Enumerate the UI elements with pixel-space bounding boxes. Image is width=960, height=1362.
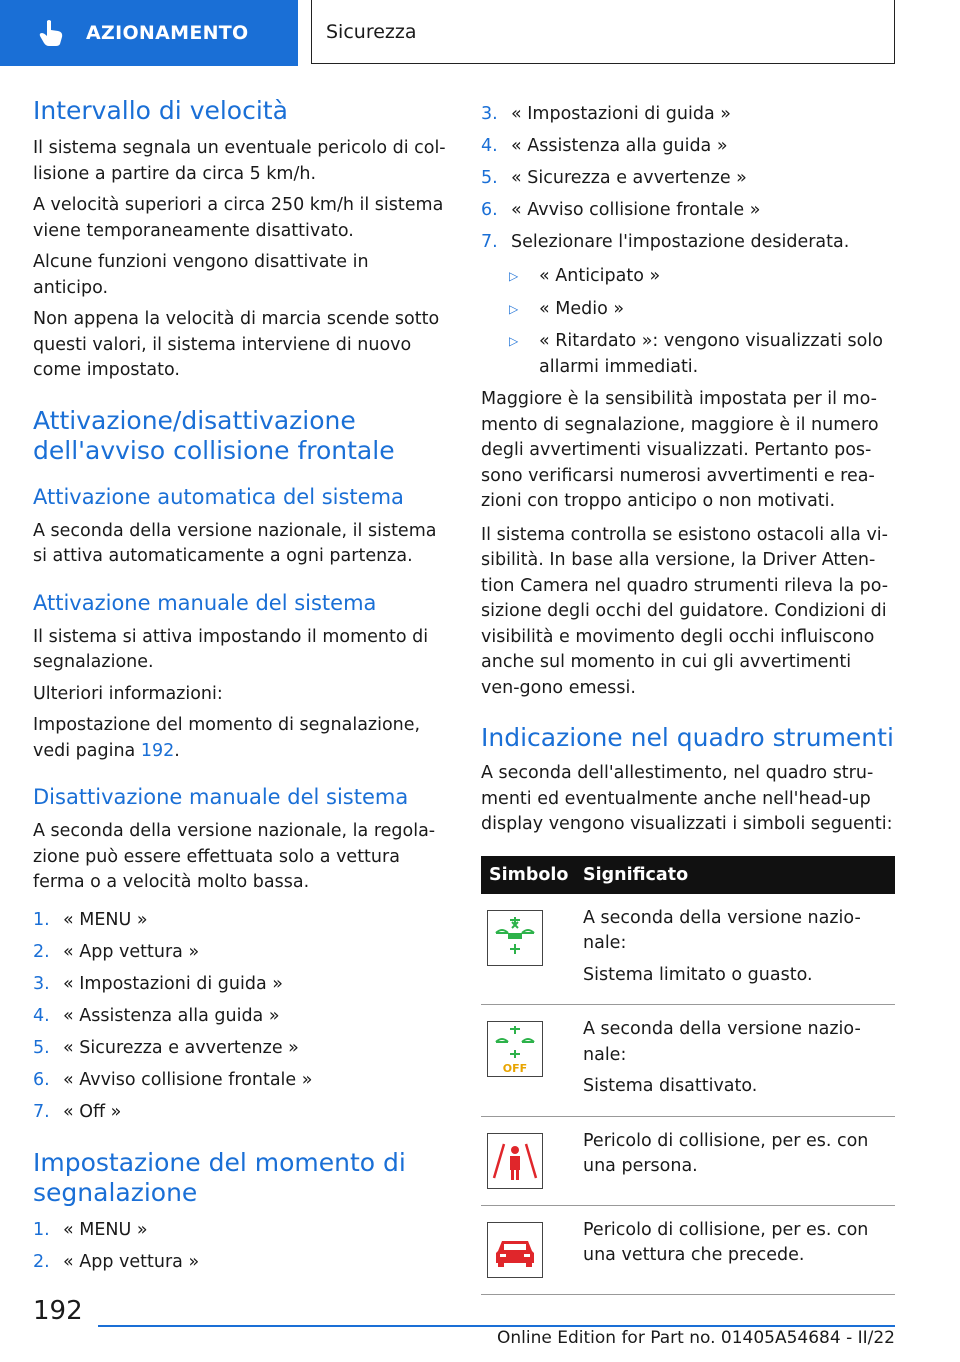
meaning-text: Sistema disattivato.: [583, 1076, 758, 1096]
symbol-table: [481, 856, 895, 1295]
options-list: [481, 264, 895, 380]
section-tab: [0, 0, 298, 66]
paragraph: A seconda della versione nazionale, il sistema si attiva automaticamente a ogni partenza.: [33, 520, 437, 566]
paragraph: A seconda dell'allestimento, nel quadro stru-menti ed eventualmente anche nell'head-up display vengono visualizzati i simboli seguenti:: [481, 763, 893, 834]
collision-warning-limited-icon: [487, 910, 543, 966]
paragraph: Ulteriori informazioni:: [33, 683, 223, 704]
paragraph: Impostazione del momento di segnalazione, vedi pagina 192.: [33, 715, 421, 761]
paragraph: Il sistema controlla se esistono ostacoli alla vi-sibilità. In base alla versione, la Driver Atten-tion Camera nel quadro strumenti rileva la po-sizione degli occhi del guidatore. Condizioni di visibilità e movimento degli occhi influiscono anche sul momento in cui gli avvertimenti ven-gono emessi.: [481, 524, 889, 698]
meaning-text: A seconda della versione nazio-nale:: [583, 907, 861, 953]
chapter-label: Sicurezza: [326, 20, 417, 43]
list-item: 6. « Avviso collisione frontale »: [481, 200, 761, 220]
list-item: 1. « MENU »: [33, 909, 148, 930]
list-item: 7. « Off »: [33, 1101, 122, 1122]
triangle-bullet-icon: ▷: [509, 334, 519, 348]
meaning-text: Sistema limitato o guasto.: [583, 964, 813, 985]
steps-list-timing-a: [33, 1214, 448, 1278]
paragraph: Non appena la velocità di marcia scende sotto questi valori, il sistema interviene di nuovo come impostato.: [33, 309, 440, 380]
table-header-row: [481, 856, 895, 894]
vehicle-collision-warning-icon: [487, 1222, 543, 1278]
section-label: AZIONAMENTO: [86, 22, 249, 44]
paragraph: A seconda della versione nazionale, la regola-zione può essere effettuata solo a vettura ferma o a velocità molto bassa.: [33, 821, 436, 892]
column-header-symbol: Simbolo: [481, 856, 575, 894]
heading-instrument-display: Indicazione nel quadro strumenti: [481, 723, 894, 752]
chapter-tab: [311, 0, 895, 64]
steps-list-timing-b: [481, 98, 895, 258]
steps-list-off: [33, 904, 448, 1128]
list-item: 3. « Impostazioni di guida »: [481, 104, 731, 124]
meaning-text: A seconda della versione nazio-nale:: [583, 1019, 861, 1065]
list-item: 2. « App vettura »: [33, 1251, 200, 1272]
heading-auto-activation: Attivazione automatica del sistema: [33, 484, 404, 509]
triangle-bullet-icon: ▷: [509, 301, 519, 316]
page-link[interactable]: 192: [140, 740, 175, 761]
list-item: 4. « Assistenza alla guida »: [481, 136, 728, 156]
page-header: [0, 0, 960, 66]
off-label: OFF: [502, 1062, 528, 1075]
paragraph: Maggiore è la sensibilità impostata per il mo-mento di segnalazione, maggiore è il numero degli avvertimenti visualizzati. Pertanto pos-sono verificarsi numerosi avvertimenti e rea-zioni con troppo anticipo o non motivati.: [481, 389, 879, 511]
edition-text: Online Edition for Part no. 01405A54684 - II/22: [496, 1328, 895, 1348]
paragraph: A velocità superiori a circa 250 km/h il sistema viene temporaneamente disattivato.: [33, 195, 444, 241]
page-number: 192: [33, 1296, 83, 1326]
paragraph: Il sistema si attiva impostando il momento di segnalazione.: [33, 626, 429, 672]
table-row: [481, 1116, 895, 1205]
pointing-hand-icon: [38, 19, 64, 47]
heading-timing: Impostazione del momento di segnalazione: [33, 1147, 406, 1207]
table-row: [481, 1005, 895, 1117]
column-header-meaning: Significato: [575, 856, 895, 894]
list-item: 5. « Sicurezza e avvertenze »: [481, 168, 747, 188]
list-item: ▷ « Anticipato »: [509, 264, 895, 290]
list-item: 6. « Avviso collisione frontale »: [33, 1069, 313, 1090]
heading-manual-deactivation: Disattivazione manuale del sistema: [33, 785, 409, 809]
list-item: ▷ « Ritardato »: vengono visualizzati solo allarmi immediati.: [509, 329, 895, 380]
left-column: [33, 96, 448, 1278]
list-item: ▷ « Medio »: [509, 297, 895, 323]
heading-speed-range: Intervallo di velocità: [33, 96, 288, 125]
meaning-text: Pericolo di collisione, per es. con una vettura che precede.: [583, 1219, 869, 1265]
person-collision-warning-icon: [487, 1133, 543, 1189]
list-item: 2. « App vettura »: [33, 941, 200, 962]
heading-manual-activation: Attivazione manuale del sistema: [33, 590, 377, 615]
paragraph: Il sistema segnala un eventuale pericolo di col-lisione a partire da circa 5 km/h.: [33, 138, 446, 184]
footer-divider: [98, 1325, 895, 1327]
list-item: 4. « Assistenza alla guida »: [33, 1005, 280, 1026]
paragraph: Alcune funzioni vengono disattivate in anticipo.: [33, 252, 369, 298]
list-item: 3. « Impostazioni di guida »: [33, 973, 283, 994]
meaning-text: Pericolo di collisione, per es. con una persona.: [583, 1130, 869, 1176]
right-column: [481, 98, 895, 1295]
list-item: 7. Selezionare l'impostazione desiderata.: [481, 232, 850, 252]
table-row: [481, 1205, 895, 1294]
list-item: 1. « MENU »: [33, 1219, 148, 1240]
triangle-bullet-icon: ▷: [509, 269, 519, 283]
list-item: 5. « Sicurezza e avvertenze »: [33, 1037, 299, 1058]
table-row: [481, 894, 895, 1005]
collision-warning-off-icon: [487, 1021, 543, 1077]
heading-activation: Attivazione/disattivazione dell'avviso collisione frontale: [33, 405, 395, 465]
